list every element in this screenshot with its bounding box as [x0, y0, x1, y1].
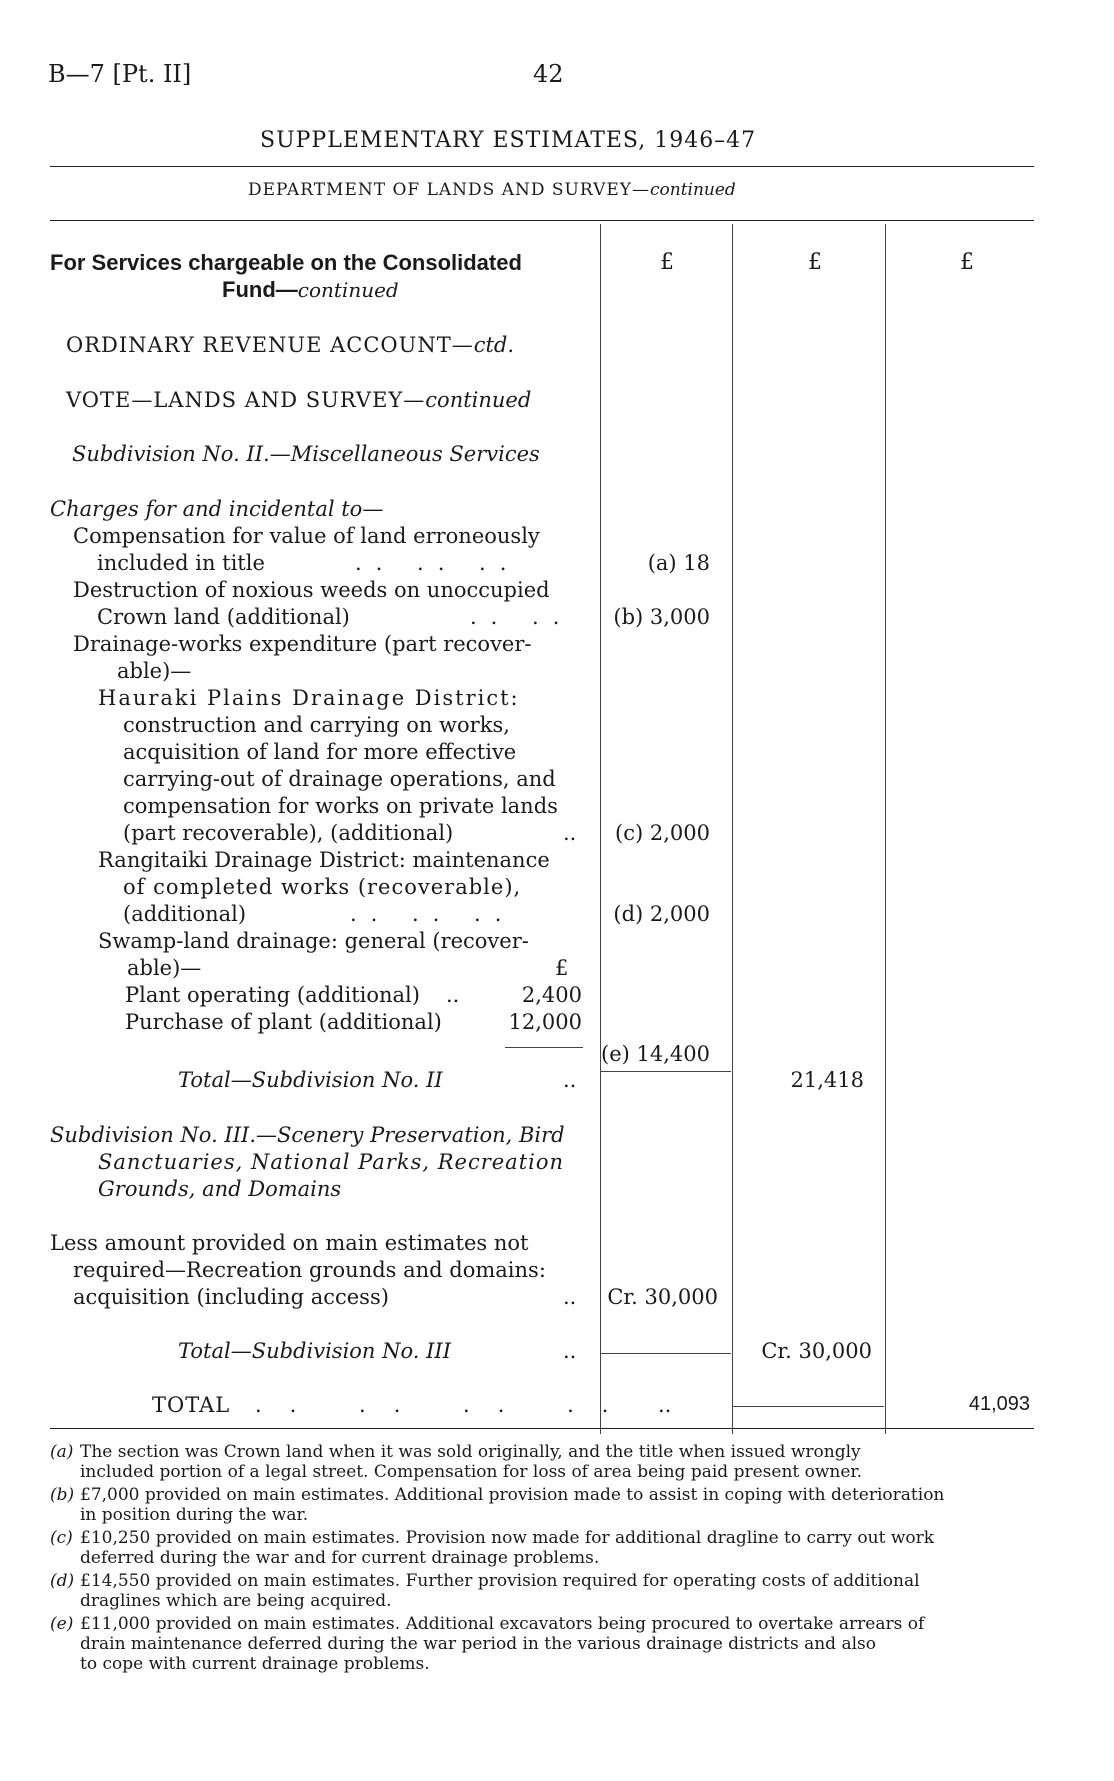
item-drainage-line-1: Drainage-works expenditure (part recover-	[73, 632, 532, 656]
item-rangitaiki-line-1: Rangitaiki Drainage District: maintenance	[98, 848, 550, 872]
total-subdivision-3-value: Cr. 30,000	[761, 1339, 872, 1363]
leader-dots: ..	[658, 1393, 672, 1417]
item-swamp-line-1: Swamp-land drainage: general (recover-	[98, 929, 529, 953]
purchase-plant-label: Purchase of plant (additional)	[125, 1010, 442, 1034]
page-title: SUPPLEMENTARY ESTIMATES, 1946–47	[260, 128, 757, 153]
footnote-b: (b) £7,000 provided on main estimates. Additional provision made to assist in coping with deterioration in position during the war.	[50, 1485, 945, 1525]
item-drainage-line-2: able)—	[117, 659, 192, 683]
leader-dots: .. .. .. ..	[255, 1393, 637, 1417]
subdivision-2-title: Subdivision No. II.—Miscellaneous Services	[72, 442, 540, 466]
column-currency-2: £	[808, 250, 822, 275]
total-rule-col1	[601, 1071, 731, 1072]
leader-dots: .. .. ..	[350, 902, 516, 926]
subdivision-3-title-line-1: Subdivision No. III.—Scenery Preservation, Bird	[50, 1123, 565, 1147]
section-heading-line-2: Fund—continued	[222, 277, 399, 302]
item-hauraki-line-2: construction and carrying on works,	[123, 713, 510, 737]
item-swamp-line-2: able)—	[127, 956, 202, 980]
total-rule-col2	[733, 1406, 884, 1407]
swamp-currency: £	[555, 956, 569, 980]
item-rangitaiki-line-2: of completed works (recoverable),	[123, 875, 522, 899]
leader-dots: .. ..	[470, 605, 574, 629]
total-rule-col1	[601, 1353, 731, 1354]
column-rule-2	[732, 224, 733, 1434]
leader-dots: ..	[563, 821, 577, 845]
table-top-rule	[50, 220, 1034, 221]
total-subdivision-3-label: Total—Subdivision No. III	[178, 1339, 452, 1363]
amount-less-provided: Cr. 30,000	[607, 1285, 718, 1309]
account-heading: ORDINARY REVENUE ACCOUNT—ctd.	[66, 333, 515, 357]
footnote-c: (c) £10,250 provided on main estimates. Provision now made for additional dragline to carry out work deferred during the war and for current drainage problems.	[50, 1528, 935, 1568]
less-amount-line-2: required—Recreation grounds and domains:	[73, 1258, 546, 1282]
amount-hauraki: (c) 2,000	[615, 821, 710, 845]
leader-dots: ..	[563, 1285, 577, 1309]
section-heading-line-1: For Services chargeable on the Consolidated	[50, 250, 522, 275]
item-hauraki-line-4: carrying-out of drainage operations, and	[123, 767, 556, 791]
plant-operating-label: Plant operating (additional)	[125, 983, 420, 1007]
less-amount-line-3: acquisition (including access)	[73, 1285, 389, 1309]
subtotal-rule	[505, 1047, 583, 1048]
item-hauraki-line-3: acquisition of land for more effective	[123, 740, 517, 764]
amount-compensation: (a) 18	[647, 551, 710, 575]
document-reference: B—7 [Pt. II]	[48, 60, 192, 88]
less-amount-line-1: Less amount provided on main estimates not	[50, 1231, 529, 1255]
header-rule	[50, 166, 1034, 167]
amount-rangitaiki: (d) 2,000	[613, 902, 710, 926]
leader-dots: ..	[563, 1339, 577, 1363]
department-heading: DEPARTMENT OF LANDS AND SURVEY—continued	[248, 180, 736, 200]
leader-dots: ..	[563, 1068, 577, 1092]
item-compensation-line-2: included in title	[97, 551, 265, 575]
footnote-e: (e) £11,000 provided on main estimates. Additional excavators being procured to overtake arrears of drain maintenance deferred during the war period in the various drainage districts and also to cope with current drainage problems.	[50, 1614, 925, 1674]
plant-operating-value: 2,400	[521, 983, 582, 1007]
column-rule-3	[885, 224, 886, 1434]
item-hauraki-line-5: compensation for works on private lands	[123, 794, 558, 818]
item-destruction-line-2: Crown land (additional)	[97, 605, 350, 629]
item-rangitaiki-line-3: (additional)	[123, 902, 247, 926]
grand-total-value: 41,093	[968, 1393, 1030, 1415]
column-rule-1	[600, 224, 601, 1434]
amount-swamp: (e) 14,400	[601, 1042, 710, 1066]
item-hauraki-line-6: (part recoverable), (additional)	[123, 821, 454, 845]
column-currency-1: £	[660, 250, 674, 275]
footnote-a: (a) The section was Crown land when it was sold originally, and the title when issued wrongly included portion of a legal street. Compensation for loss of area being paid present owner.	[50, 1442, 863, 1482]
item-compensation-line-1: Compensation for value of land erroneously	[73, 524, 540, 548]
leader-dots: ..	[446, 983, 460, 1007]
grand-total-label: TOTAL	[152, 1393, 231, 1417]
item-destruction-line-1: Destruction of noxious weeds on unoccupied	[73, 578, 550, 602]
footnote-rule	[50, 1428, 1034, 1429]
footnote-d: (d) £14,550 provided on main estimates. Further provision required for operating costs of additional draglines which are being acquired.	[50, 1571, 920, 1611]
leader-dots: .. .. ..	[355, 551, 521, 575]
page-number: 42	[533, 60, 564, 88]
vote-heading: VOTE—LANDS AND SURVEY—continued	[66, 388, 532, 412]
amount-destruction: (b) 3,000	[613, 605, 710, 629]
total-subdivision-2-label: Total—Subdivision No. II	[178, 1068, 443, 1092]
charges-heading: Charges for and incidental to—	[50, 497, 384, 521]
total-subdivision-2-value: 21,418	[790, 1068, 864, 1092]
subdivision-3-title-line-3: Grounds, and Domains	[98, 1177, 342, 1201]
column-currency-3: £	[960, 250, 974, 275]
purchase-plant-value: 12,000	[508, 1010, 582, 1034]
item-hauraki-line-1: Hauraki Plains Drainage District:	[98, 686, 520, 710]
subdivision-3-title-line-2: Sanctuaries, National Parks, Recreation	[98, 1150, 565, 1174]
